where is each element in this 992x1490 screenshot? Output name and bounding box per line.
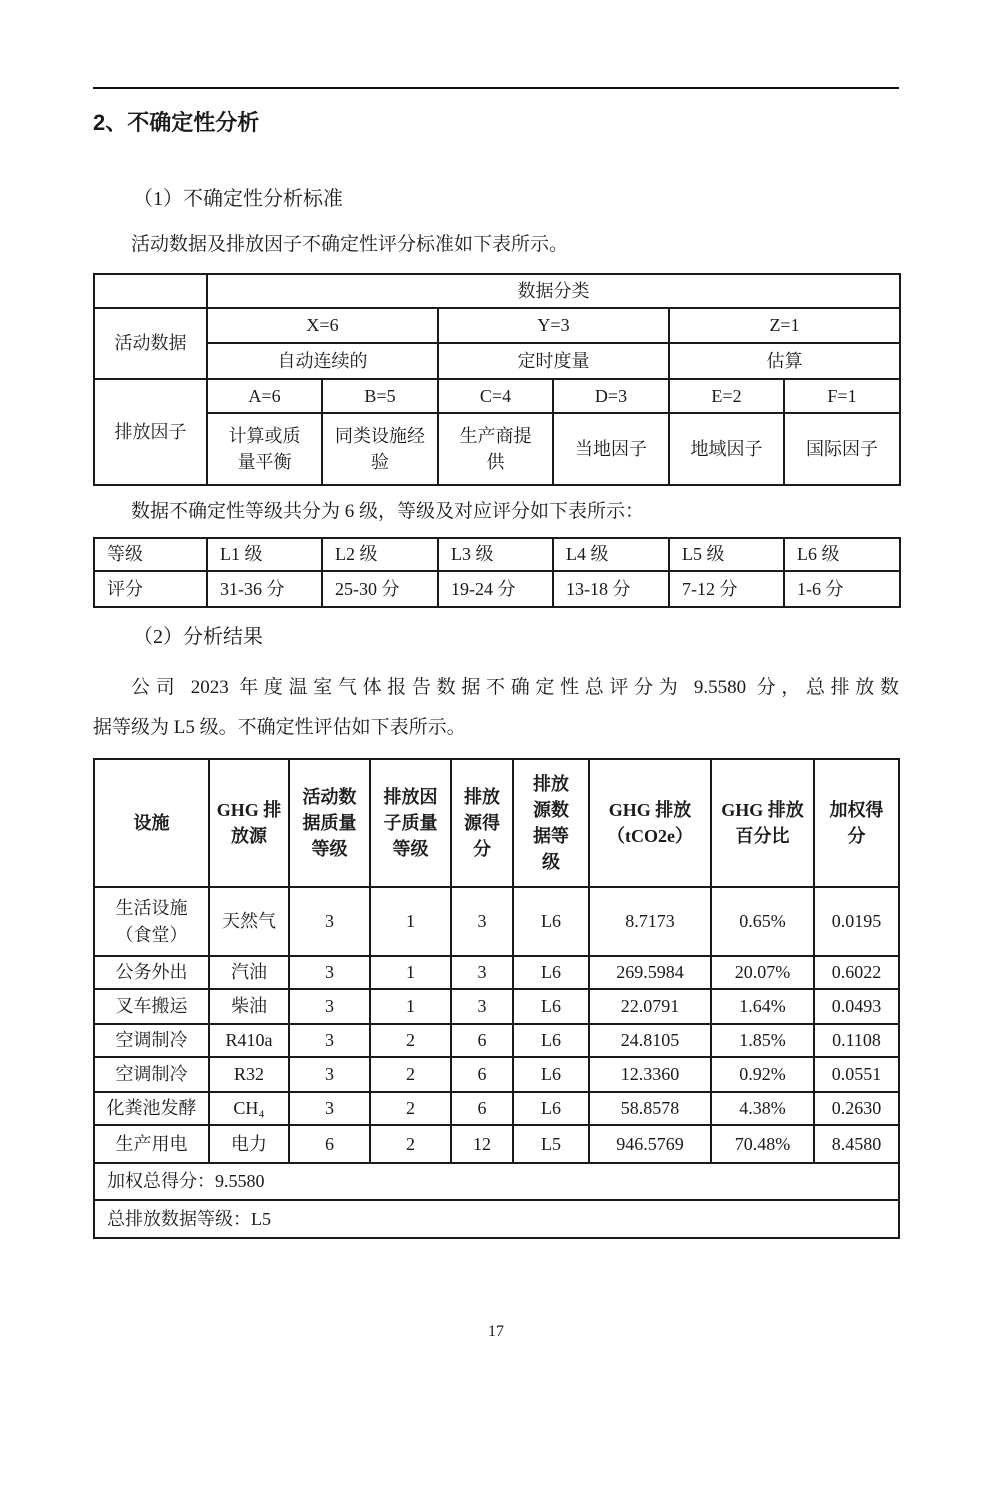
t1-cell: F=1 [784,379,900,413]
table-row [94,343,900,379]
grade-score-table [93,537,901,608]
t3-cell: 70.48% [711,1125,814,1163]
t3-cell: 0.2630 [814,1092,899,1125]
t3-cell: 0.0493 [814,989,899,1024]
t3-cell: R32 [209,1057,289,1092]
t3-cell: 0.65% [711,887,814,956]
paragraph-result-line2: 据等级为 L5 级。不确定性评估如下表所示。 [93,717,466,738]
t2-cell: 25-30 分 [322,571,438,607]
t2-cell: L4 级 [553,538,669,571]
table-row [94,1092,899,1125]
t1-cell: D=3 [553,379,669,413]
t3-cell: 空调制冷 [94,1057,209,1092]
t1-cell: E=2 [669,379,784,413]
t3-cell: 3 [289,1024,370,1057]
t3-cell: 3 [289,956,370,989]
t3-cell: L6 [513,989,589,1024]
t3-cell: 2 [370,1057,451,1092]
t3-cell: 3 [289,887,370,956]
t3-cell: 3 [289,989,370,1024]
t2-cell: 7-12 分 [669,571,784,607]
t1-cell: B=5 [322,379,438,413]
table-row [94,989,899,1024]
paragraph-result [93,668,899,748]
t3-cell: L5 [513,1125,589,1163]
t3-cell: 叉车搬运 [94,989,209,1024]
page-number: 17 [488,1323,504,1340]
t3-cell: 24.8105 [589,1024,711,1057]
t1-cell: 当地因子 [553,413,669,485]
t1-corner-cell [94,274,207,308]
t3-cell: 空调制冷 [94,1024,209,1057]
t1-cell: 同类设施经验 [322,413,438,485]
table-row [94,308,900,343]
t3-col-header: GHG 排放（tCO2e） [589,759,711,887]
t3-cell: 柴油 [209,989,289,1024]
t3-cell: 3 [451,887,513,956]
t3-cell: 电力 [209,1125,289,1163]
table-row [94,1024,899,1057]
table-row [94,413,900,485]
t2-cell: L6 级 [784,538,900,571]
t2-cell: L1 级 [207,538,322,571]
t3-cell: 4.38% [711,1092,814,1125]
t3-cell: 0.1108 [814,1024,899,1057]
t3-cell: 1 [370,887,451,956]
t3-cell: 2 [370,1092,451,1125]
t1-cell: 自动连续的 [207,343,438,379]
scoring-criteria-table [93,273,901,486]
t3-cell: 汽油 [209,956,289,989]
document-page [93,87,899,1341]
t1-cell: Y=3 [438,308,669,343]
t3-cell: 3 [451,956,513,989]
t3-cell: 1 [370,989,451,1024]
t3-cell: 0.0195 [814,887,899,956]
t1-cell: 国际因子 [784,413,900,485]
t1-cell: 定时度量 [438,343,669,379]
t1-cell: A=6 [207,379,322,413]
t1-cell: 地域因子 [669,413,784,485]
t3-cell: 20.07% [711,956,814,989]
t3-cell: 3 [289,1092,370,1125]
t3-overall-grade: 总排放数据等级：L5 [94,1200,899,1238]
t1-cell: Z=1 [669,308,900,343]
t3-col-header: 排放源数据等级 [513,759,589,887]
t3-cell: 生产用电 [94,1125,209,1163]
t1-cell: 估算 [669,343,900,379]
t3-cell: 2 [370,1024,451,1057]
t3-cell: L6 [513,956,589,989]
t3-cell: 化粪池发酵 [94,1092,209,1125]
t3-cell: 3 [451,989,513,1024]
t3-cell: 1.85% [711,1024,814,1057]
t3-cell: 269.5984 [589,956,711,989]
table-row [94,274,900,308]
t3-cell: R410a [209,1024,289,1057]
t3-cell: 生活设施（食堂） [94,887,209,956]
t2-cell: L5 级 [669,538,784,571]
t3-cell: 公务外出 [94,956,209,989]
t3-cell: 12 [451,1125,513,1163]
t3-cell: 2 [370,1125,451,1163]
t3-cell: 22.0791 [589,989,711,1024]
table-row [94,1163,899,1200]
t3-weighted-total: 加权总得分：9.5580 [94,1163,899,1200]
t3-cell: CH₄ [209,1092,289,1125]
table-row [94,571,900,607]
table-row [94,887,899,956]
t3-cell: 天然气 [209,887,289,956]
t3-col-header: 设施 [94,759,209,887]
table-row [94,538,900,571]
t3-cell: 58.8578 [589,1092,711,1125]
t3-cell: 1.64% [711,989,814,1024]
t3-cell: 946.5769 [589,1125,711,1163]
t1-cell: C=4 [438,379,553,413]
t3-col-header: GHG 排放源 [209,759,289,887]
t1-activity-label: 活动数据 [94,308,207,379]
t2-cell: 等级 [94,538,207,571]
t1-cell: 生产商提供 [438,413,553,485]
table-row [94,379,900,413]
t2-cell: 1-6 分 [784,571,900,607]
t3-cell: L6 [513,887,589,956]
t3-cell: 6 [451,1024,513,1057]
t1-cell: 计算或质量平衡 [207,413,322,485]
paragraph-result-line1: 公司 2023 年度温室气体报告数据不确定性总评分为 9.5580 分，总排放数 [131,677,899,698]
t3-cell: 1 [370,956,451,989]
t3-col-header: GHG 排放百分比 [711,759,814,887]
table-row [94,1125,899,1163]
t3-cell: L6 [513,1092,589,1125]
table-row [94,1057,899,1092]
t3-cell: 6 [451,1092,513,1125]
t2-cell: 31-36 分 [207,571,322,607]
t3-cell: 3 [289,1057,370,1092]
t3-cell: 6 [289,1125,370,1163]
t2-cell: L2 级 [322,538,438,571]
t2-cell: 评分 [94,571,207,607]
t3-cell: 12.3360 [589,1057,711,1092]
t1-data-class-header: 数据分类 [207,274,900,308]
t3-cell: 8.4580 [814,1125,899,1163]
t3-cell: 6 [451,1057,513,1092]
header-rule [93,87,899,89]
section2-heading: （2）分析结果 [133,626,263,648]
t3-cell: 0.6022 [814,956,899,989]
t2-cell: L3 级 [438,538,553,571]
t3-cell: L6 [513,1024,589,1057]
t2-cell: 19-24 分 [438,571,553,607]
t3-col-header: 排放因子质量等级 [370,759,451,887]
t3-cell: 0.0551 [814,1057,899,1092]
t1-cell: X=6 [207,308,438,343]
t2-cell: 13-18 分 [553,571,669,607]
t1-factor-label: 排放因子 [94,379,207,485]
table-header-row [94,759,899,887]
table-row [94,956,899,989]
paragraph-criteria-intro: 活动数据及排放因子不确定性评分标准如下表所示。 [131,234,569,255]
page-title: 2、不确定性分析 [93,110,260,135]
table-row [94,1200,899,1238]
uncertainty-assessment-table [93,758,900,1239]
t3-cell: 0.92% [711,1057,814,1092]
t3-cell: L6 [513,1057,589,1092]
paragraph-grade-intro: 数据不确定性等级共分为 6 级，等级及对应评分如下表所示： [131,501,645,522]
t3-col-header: 加权得分 [814,759,899,887]
t3-cell: 8.7173 [589,887,711,956]
t3-col-header: 排放源得分 [451,759,513,887]
t3-col-header: 活动数据质量等级 [289,759,370,887]
section1-heading: （1）不确定性分析标准 [133,188,343,210]
